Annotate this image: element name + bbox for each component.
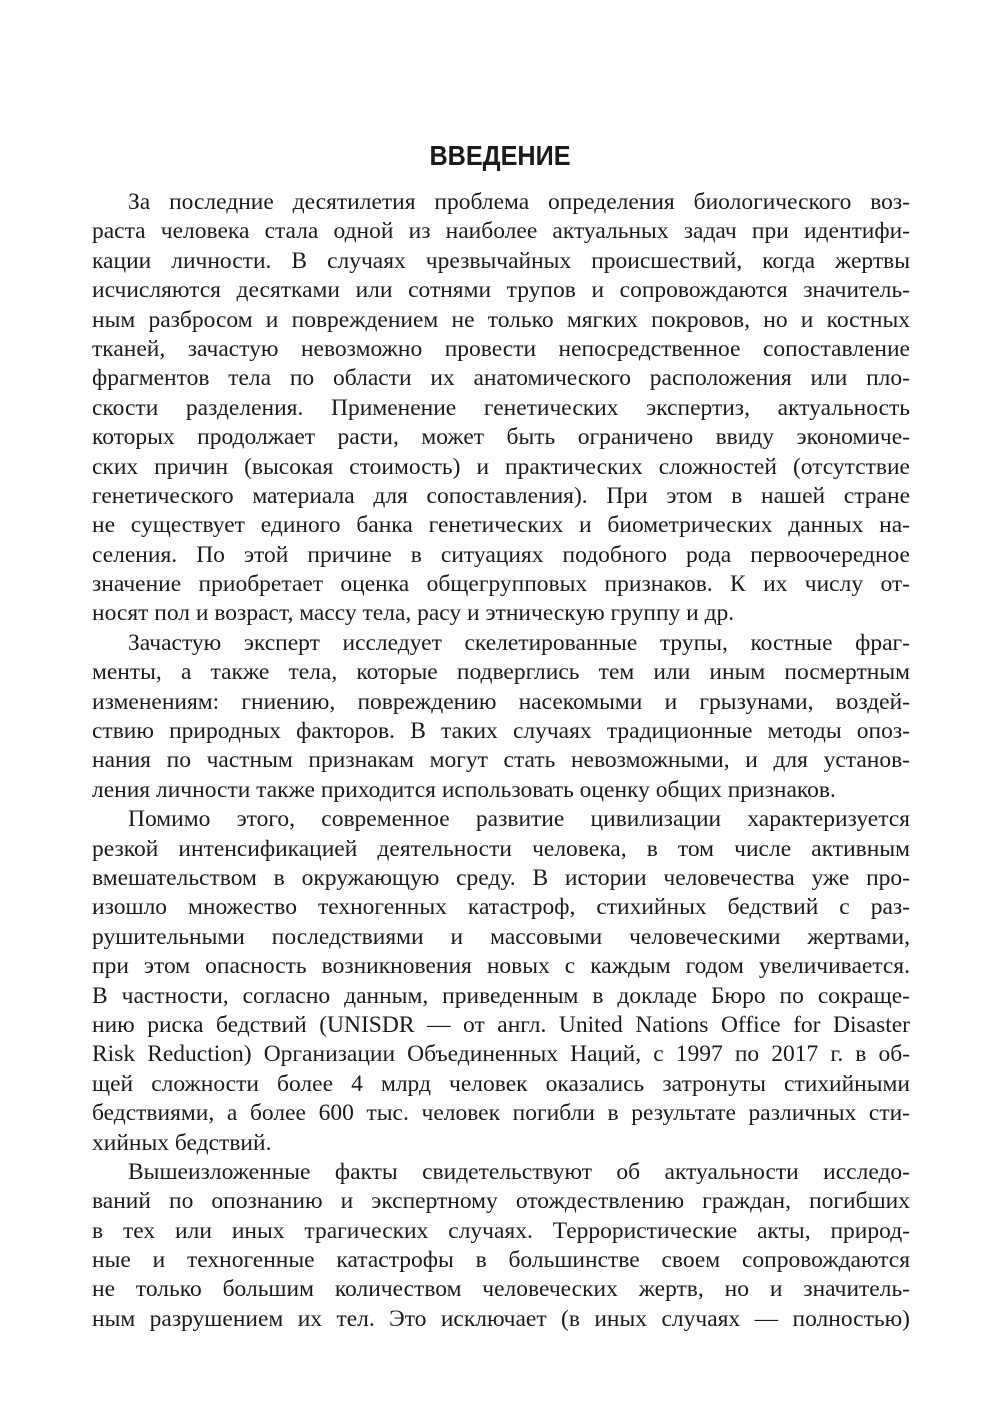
paragraph bbox=[92, 1158, 910, 1334]
body-text bbox=[92, 188, 910, 1334]
text-line: ления личности также приходится использовать оценку общих признаков. bbox=[92, 776, 836, 803]
text-line: вмешательством в окружающую среду. В истории человечества уже про- bbox=[92, 864, 910, 891]
text-line: менты, а также тела, которые подверглись тем или иным посмертным bbox=[92, 659, 910, 686]
text-line: изошло множество техногенных катастроф, стихийных бедствий с раз- bbox=[92, 894, 910, 921]
page-title: ВВЕДЕНИЕ bbox=[429, 140, 571, 171]
text-line: значение приобретает оценка общегрупповых признаков. К их числу от- bbox=[92, 571, 910, 598]
text-line: генетического материала для сопоставления). При этом в нашей стране bbox=[92, 482, 910, 509]
text-line: которых продолжает расти, может быть ограничено ввиду экономиче- bbox=[92, 424, 910, 451]
text-line: скости разделения. Применение генетических экспертиз, актуальность bbox=[92, 394, 910, 421]
text-line: хийных бедствий. bbox=[92, 1129, 272, 1156]
text-line: носят пол и возраст, массу тела, расу и этническую группу и др. bbox=[92, 600, 735, 627]
paragraph bbox=[92, 629, 910, 805]
text-line: бедствиями, а более 600 тыс. человек погибли в результате различных сти- bbox=[92, 1100, 910, 1127]
text-line: В частности, согласно данным, приведенным в докладе Бюро по сокраще- bbox=[92, 982, 910, 1009]
text-line: щей сложности более 4 млрд человек оказались затронуты стихийными bbox=[92, 1070, 910, 1097]
text-line: ным разбросом и повреждением не только мягких покровов, но и костных bbox=[92, 306, 910, 333]
text-line: ные и техногенные катастрофы в большинстве своем сопровождаются bbox=[92, 1247, 910, 1274]
text-line: Risk Reduction) Организации Объединенных Наций, с 1997 по 2017 г. в об- bbox=[92, 1041, 910, 1068]
text-line: нания по частным признакам могут стать невозможными, и для установ- bbox=[92, 747, 910, 774]
text-line: изменениям: гниению, повреждению насекомыми и грызунами, воздей- bbox=[92, 688, 910, 715]
paragraph bbox=[92, 805, 910, 1158]
text-line: фрагментов тела по области их анатомического расположения или пло- bbox=[92, 365, 910, 392]
text-line: кации личности. В случаях чрезвычайных происшествий, когда жертвы bbox=[92, 247, 910, 274]
text-line: Зачастую эксперт исследует скелетированные трупы, костные фраг- bbox=[128, 629, 910, 656]
text-line: исчисляются десятками или сотнями трупов и сопровождаются значитель- bbox=[92, 277, 910, 304]
text-line: не только большим количеством человеческих жертв, но и значитель- bbox=[92, 1276, 910, 1303]
text-line: нию риска бедствий (UNISDR — от англ. United Nations Office for Disaster bbox=[92, 1011, 910, 1038]
text-line: селения. По этой причине в ситуациях подобного рода первоочередное bbox=[92, 541, 910, 568]
text-line: За последние десятилетия проблема определения биологического воз- bbox=[128, 189, 910, 215]
text-line: Вышеизложенные факты свидетельствуют об актуальности исследо- bbox=[128, 1158, 910, 1185]
text-line: ствию природных факторов. В таких случаях традиционные методы опоз- bbox=[92, 718, 910, 745]
text-line: Помимо этого, современное развитие цивилизации характеризуется bbox=[128, 806, 910, 833]
text-line: ваний по опознанию и экспертному отождествлению граждан, погибших bbox=[92, 1188, 910, 1215]
text-line: резкой интенсификацией деятельности человека, в том числе активным bbox=[92, 835, 910, 862]
text-line: раста человека стала одной из наиболее актуальных задач при идентифи- bbox=[92, 218, 910, 245]
text-line: тканей, зачастую невозможно провести непосредственное сопоставление bbox=[92, 335, 910, 362]
text-line: ным разрушением их тел. Это исключает (в иных случаях — полностью) bbox=[92, 1305, 910, 1332]
paragraph bbox=[92, 188, 910, 629]
text-line: не существует единого банка генетических и биометрических данных на- bbox=[92, 512, 910, 539]
text-line: в тех или иных трагических случаях. Террористические акты, природ- bbox=[92, 1217, 910, 1244]
text-line: ских причин (высокая стоимость) и практических сложностей (отсутствие bbox=[92, 453, 910, 480]
text-line: при этом опасность возникновения новых с каждым годом увеличивается. bbox=[92, 953, 910, 980]
text-line: рушительными последствиями и массовыми человеческими жертвами, bbox=[92, 923, 910, 950]
